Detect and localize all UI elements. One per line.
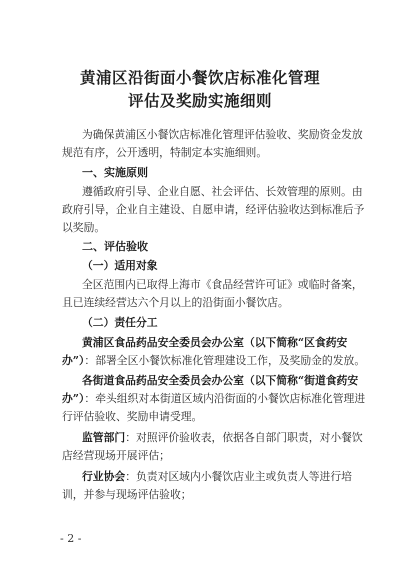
association-label: 行业协会 <box>82 470 126 483</box>
page-number: - 2 - <box>60 532 82 545</box>
street-office-duty: ：牵头组织对本街道区域内沿街面的小餐饮店标准化管理进 <box>84 392 366 405</box>
section-heading-principles: 一、实施原则 <box>82 166 148 179</box>
regulator-label: 监管部门 <box>82 431 126 444</box>
section-heading-evaluation: 二、评估验收 <box>82 240 148 253</box>
responsibility-street-line-2 <box>62 392 365 406</box>
responsibility-regulator-line-1 <box>82 431 363 445</box>
scope-paragraph-line-2: 且已连续经营达六个月以上的沿街面小餐饮店。 <box>62 296 289 309</box>
responsibility-street-line-3: 行评估验收、奖励申请受理。 <box>62 410 203 423</box>
intro-paragraph-line-2: 规范有序，公开透明，特制定本实施细则。 <box>62 146 268 159</box>
subsection-heading-responsibilities: （二）责任分工 <box>82 316 158 329</box>
district-office-name: 黄浦区食品药品安全委员会办公室（以下简称“区食药安 <box>82 336 348 349</box>
responsibility-regulator-line-2: 店经营现场开展评估； <box>62 449 170 462</box>
subsection-heading-scope: （一）适用对象 <box>82 259 158 272</box>
principles-paragraph-line-1: 遵循政府引导、企业自愿、社会评估、长效管理的原则。由 <box>82 185 363 198</box>
responsibility-district-line-1 <box>82 336 347 350</box>
principles-paragraph-line-3: 以奖励。 <box>62 221 106 234</box>
street-office-name: 各街道食品药品安全委员会办公室（以下简称“街道食药安 <box>82 374 359 387</box>
principles-paragraph-line-2: 政府引导，企业自主建设、自愿申请，经评估验收达到标准后予 <box>62 203 365 216</box>
street-office-abbrev: 办”） <box>62 392 85 405</box>
association-duty: ：负责对区域内小餐饮店业主或负责人等进行培 <box>125 470 352 483</box>
responsibility-association-line-2: 训，并参与现场评估验收； <box>62 488 192 501</box>
responsibility-district-line-2 <box>62 354 365 368</box>
district-office-abbrev: 办”） <box>62 354 85 367</box>
responsibility-association-line-1 <box>82 470 352 484</box>
document-title-line-2: 评估及奖励实施细则 <box>127 91 272 110</box>
intro-paragraph-line-1: 为确保黄浦区小餐饮店标准化管理评估验收、奖励资金发放 <box>82 128 363 141</box>
regulator-duty: ：对照评价验收表，依据各自部门职责，对小餐饮 <box>125 431 363 444</box>
scope-paragraph-line-1: 全区范围内已取得上海市《食品经营许可证》或临时备案， <box>82 278 363 291</box>
responsibility-street-line-1 <box>82 374 358 388</box>
document-title-line-1: 黄浦区沿街面小餐饮店标准化管理 <box>79 68 320 87</box>
district-office-duty: ：部署全区小餐饮标准化管理建设工作，及奖励金的发放。 <box>84 354 366 367</box>
